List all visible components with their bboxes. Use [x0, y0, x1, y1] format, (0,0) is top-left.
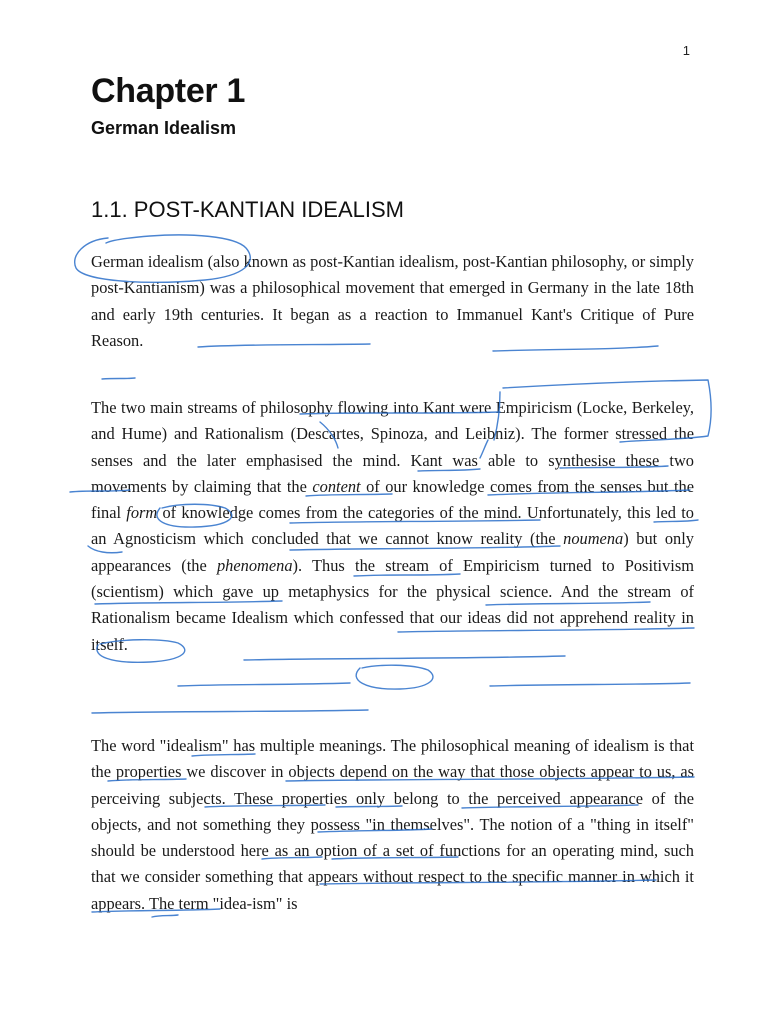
ink-underline [490, 683, 690, 686]
paragraph-2-text: of knowledge comes from the categories of the mind. Unfortunately, this led to an Agnosticism which concluded that we cannot know reality (the [91, 503, 694, 549]
chapter-title: Chapter 1 [91, 72, 246, 110]
paragraph-1: German idealism (also known as post-Kantian idealism, post-Kantian philosophy, or simply post-Kantianism) was a philosophical movement that emerged in Germany in the late 18th and early 19th centuries. It began as a reaction to Immanuel Kant's Critique of Pure Reason. [91, 252, 694, 350]
italic-content: content [312, 476, 361, 496]
paragraph-2 [91, 395, 694, 658]
ink-underline [92, 710, 368, 713]
paragraph-2-text: of our knowledge comes from the senses but the final [91, 476, 694, 523]
ink-circle [356, 665, 433, 689]
section-heading: 1.1. POST-KANTIAN IDEALISM [91, 197, 404, 222]
paragraph-3: The word "idealism" has multiple meanings. The philosophical meaning of idealism is that the properties we discover in objects depend on the way that those objects appear to us, as perceiving subjects. These properties only belong to the perceived appearance of the objects, and not something they possess "in themselves". The notion of a "thing in itself" should be understood here as an option of a set of functions for an operating mind, such that we consider something that appears without respect to the specific manner in which it appears. The term "idea-ism" is [91, 736, 694, 913]
italic-form: form [126, 503, 158, 523]
paragraph-2-text: ) but only appearances (the [91, 529, 694, 575]
chapter-subtitle: German Idealism [91, 118, 237, 138]
italic-noumena: noumena [563, 529, 624, 549]
ink-underline [102, 378, 135, 379]
paragraph-2-text: ). Thus the stream of Empiricism turned to Positivism (scientism) which gave up metaphysics for the physical science. And the stream of Rationalism became Idealism which confessed that our ideas did not apprehend reality in itself. [91, 555, 694, 654]
paragraph-2-text: The two main streams of philosophy flowing into Kant were Empiricism (Locke, Berkeley, and Hume) and Rationalism (Descartes, Spinoza, and Leibniz). The former stressed the senses and the later emphasised the mind. Kant was able to synthesise these two movements by claiming that the [91, 398, 694, 496]
ink-underline [178, 683, 350, 686]
italic-phenomena: phenomena [216, 555, 293, 575]
page-number: 1 [682, 43, 690, 58]
